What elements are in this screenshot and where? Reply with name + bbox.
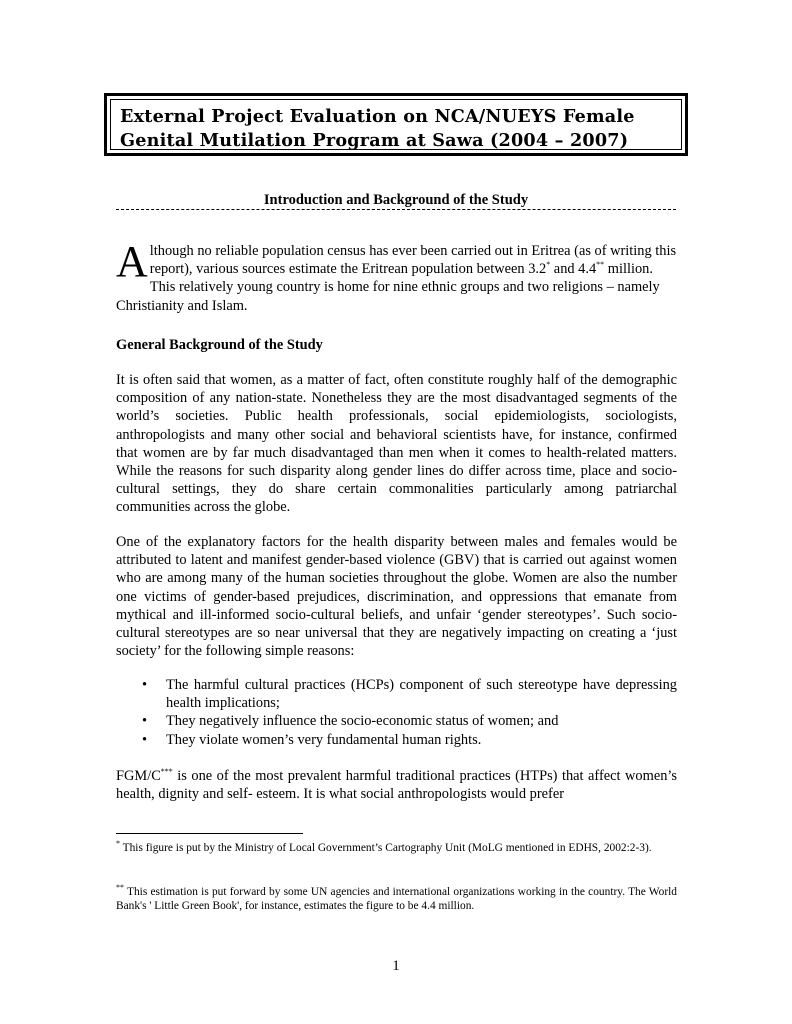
- list-item: [140, 676, 677, 712]
- paragraph-3-text-b: is one of the most prevalent harmful traditional practices (HTPs) that affect women’s health, dignity and self- esteem. It is what social anthropologists would prefer: [116, 768, 677, 803]
- intro-text-c: million. This relatively young country is home for nine ethnic groups and two religions – namely Christianity and Islam.: [116, 261, 660, 314]
- footnote-text: This estimation is put forward by some UN agencies and international organizations working in the country. The World Bank's ' Little Green Book', for instance, estimates the figure to be 4.4 million.: [116, 886, 677, 912]
- title-box: [104, 93, 688, 156]
- intro-text-a: lthough no reliable population census has ever been carried out in Eritrea (as of writing this report), various sources estimate the Eritrean population between 3.2: [149, 243, 677, 278]
- bullet-icon: •: [142, 731, 148, 748]
- section-heading: Introduction and Background of the Study: [263, 192, 529, 208]
- list-item: [140, 731, 677, 749]
- paragraph-1: It is often said that women, as a matter of fact, often constitute roughly half of the demographic composition of any nation-state. Nonetheless they are the most disadvantaged segments of the world’s societies. Public health professionals, social epidemiologists, sociologists, anthropologists and many other social and behavioral scientists have, for instance, confirmed that women are by far much disadvantaged than men when it comes to health-related matters. While the reasons for such disparity along gender lines do differ across time, place and socio-cultural settings, they do share certain commonalities particularly among patriarchal communities across the globe.: [116, 372, 677, 516]
- footnote-mark: **: [116, 883, 124, 893]
- footnote-2: [116, 885, 677, 913]
- bullet-text: The harmful cultural practices (HCPs) component of such stereotype have depressing health implications;: [166, 677, 677, 712]
- footnote-ref-1: *: [546, 260, 551, 270]
- document-title-line-2: Genital Mutilation Program at Sawa (2004 – 2007): [120, 130, 629, 151]
- footnote-text: This figure is put by the Ministry of Local Government’s Cartography Unit (MoLG mentioned in EDHS, 2002:2-3).: [120, 842, 652, 854]
- list-item: [140, 712, 677, 730]
- bullet-text: They negatively influence the socio-economic status of women; and: [166, 713, 559, 730]
- footnote-separator: [116, 833, 303, 834]
- paragraph-3-text-a: FGM/C: [116, 768, 161, 784]
- bullet-text: They violate women’s very fundamental human rights.: [166, 731, 482, 748]
- footnote-1: [116, 841, 677, 855]
- bullet-list: [140, 676, 677, 749]
- footnote-ref-2: **: [596, 260, 605, 270]
- paragraph-2: One of the explanatory factors for the health disparity between males and females would be attributed to latent and manifest gender-based violence (GBV) that is carried out against women who are among many of the human societies throughout the globe. Women are also the number one victims of gender-based prejudices, discrimination, and oppressions that emanate from mythical and ill-informed socio-cultural beliefs, and unfair ‘gender stereotypes’. Such socio-cultural stereotypes are so near universal that they are negatively impacting on creating a ‘just society’ for the following simple reasons:: [116, 534, 677, 660]
- title-box-inner-border: [110, 99, 682, 150]
- dashed-divider: [116, 209, 676, 210]
- drop-cap: A: [116, 237, 148, 286]
- document-title: [120, 105, 672, 153]
- bullet-icon: •: [142, 677, 148, 693]
- subheading: General Background of the Study: [116, 337, 323, 353]
- page-number: 1: [392, 958, 400, 974]
- footnote-ref-3: ***: [160, 767, 173, 777]
- footnote-mark: *: [116, 839, 120, 849]
- bullet-icon: •: [142, 713, 148, 730]
- paragraph-3: [116, 767, 677, 803]
- intro-text-b: and 4.4: [550, 261, 597, 278]
- intro-paragraph: [116, 237, 677, 315]
- document-title-line-1: External Project Evaluation on NCA/NUEYS Female: [120, 106, 635, 127]
